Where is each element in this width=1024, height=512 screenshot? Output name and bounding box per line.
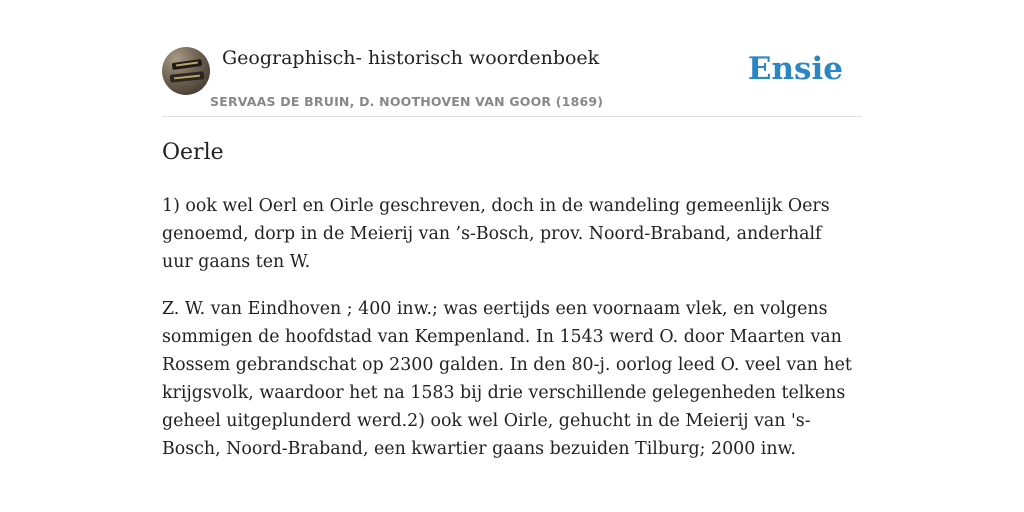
entry-title: Oerle <box>162 140 224 165</box>
book-title-link[interactable]: Geographisch- historisch woordenboek <box>222 47 600 69</box>
book-cover-avatar[interactable] <box>162 47 210 95</box>
entry-body <box>162 192 852 482</box>
entry-paragraph: 1) ook wel Oerl en Oirle geschreven, doch in de wandeling gemeenlijk Oers genoemd, dorp in de Meierij van ’s-Bosch, prov. Noord-Braband, anderhalf uur gaans ten W. <box>162 196 830 272</box>
entry-paragraph: Z. W. van Eindhoven ; 400 inw.; was eertijds een voornaam vlek, en volgens sommigen de hoofdstad van Kempenland. In 1543 werd O. door Maarten van Rossem gebrandschat op 2300 galden. In den 80-j. oorlog leed O. veel van het krijgsvolk, waardoor het na 1583 bij drie verschillende gelegenheden telkens geheel uitgeplunderd werd.2) ook wel Oirle, gehucht in de Meierij van 's-Bosch, Noord-Braband, een kwartier gaans bezuiden Tilburg; 2000 inw. <box>162 299 852 459</box>
book-header <box>162 44 862 117</box>
ensie-logo-link[interactable]: Ensie <box>747 51 843 87</box>
book-authors: SERVAAS DE BRUIN, D. NOOTHOVEN VAN GOOR (1869) <box>210 94 604 109</box>
